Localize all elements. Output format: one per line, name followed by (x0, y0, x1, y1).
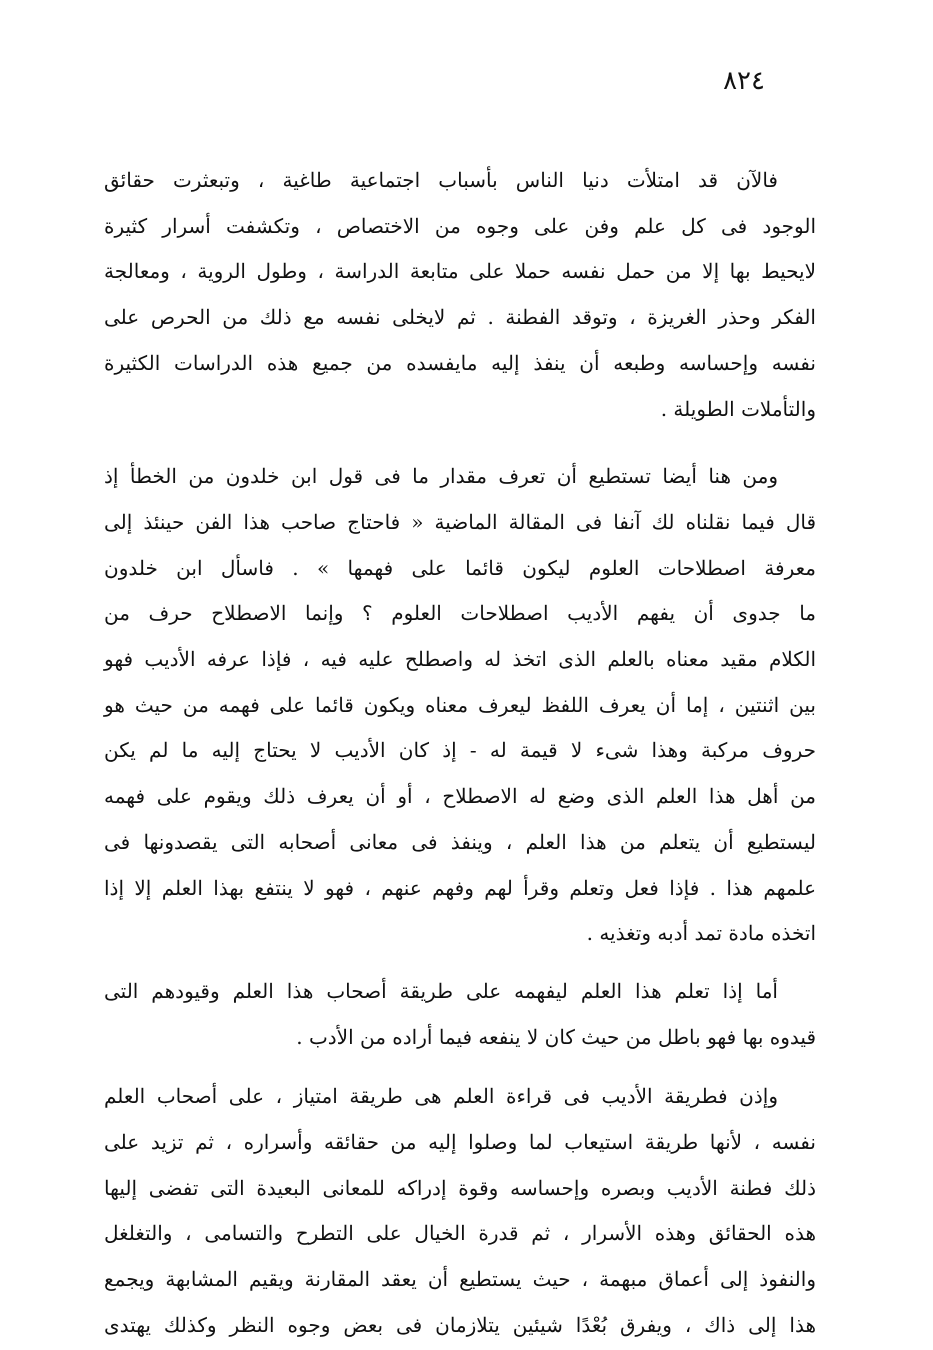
text-line: فالآن قد امتلأت دنيا الناس بأسباب اجتماعية طاغية ، وتبعثرت حقائق (104, 168, 778, 192)
paragraph-4 (104, 1074, 816, 1348)
text-line: قيدوه بها فهو باطل من حيث كان لا ينفعه فيما أراده من الأدب . (296, 1024, 816, 1049)
text-line: ومن هنا أيضا تستطيع أن تعرف مقدار ما فى قول ابن خلدون من الخطأ إذ (104, 464, 778, 489)
page-number: ٨٢٤ (723, 66, 765, 96)
text-line: هذا إلى ذاك ، ويفرق بُعْدًا شيئين يتلازمان فى بعض وجوه النظر وكذلك يهتدى (104, 1312, 816, 1337)
text-line: نفسه ، لأنها طريقة استيعاب لما وصلوا إليه من حقائقه وأسراره ، ثم تزيد على (104, 1130, 816, 1155)
text-line: والتأملات الطويلة . (660, 396, 816, 421)
text-line: اتخذه مادة تمد أدبه وتغذيه . (586, 921, 816, 946)
text-line: الفكر وحذر الغريزة ، وتوقد الفطنة . ثم لايخلى نفسه مع ذلك من الحرص على (104, 305, 816, 330)
text-line: حروف مركبة وهذا شىء لا قيمة له - إذ كان الأديب لا يحتاج إليه ما لم يكن (104, 738, 816, 763)
text-line: قال فيما نقلناه لك آنفا فى المقالة الماضية « فاحتاج صاحب هذا الفن حينئذ إلى (104, 509, 816, 534)
paragraph-1 (104, 158, 816, 432)
text-line: وإذن فطريقة الأديب فى قراءة العلم هى طريقة امتياز ، على أصحاب العلم (104, 1084, 778, 1109)
paragraph-3 (104, 969, 816, 1060)
text-line: والنفوذ إلى أعماق مبهمة ، حيث يستطيع أن يعقد المقارنة ويقيم المشابهة ويجمع (104, 1267, 816, 1292)
text-line: الوجود فى كل علم وفن على وجوه من الاختصاص ، وتكشفت أسرار كثيرة (104, 213, 816, 238)
text-line: الكلام مقيد معناه بالعلم الذى اتخذ له واصطلح عليه فيه ، فإذا عرفه الأديب فهو (104, 647, 816, 672)
text-line: لايحيط بها إلا من حمل نفسه حملا على متابعة الدراسة ، وطول الروية ، ومعالجة (104, 259, 816, 284)
text-line: علمهم هذا . فإذا فعل وتعلم وقرأ لهم وفهم عنهم ، فهو لا ينتفع بهذا العلم إلا إذا (104, 875, 817, 900)
text-line: بين اثنتين ، إما أن يعرف اللفظ ليعرف معناه ويكون قائما على فهمه من حيث هو (104, 692, 816, 717)
text-line: من أهل هذا العلم الذى وضع له الاصطلاح ، أو أن يعرف ذلك ويقوم على فهمه (104, 784, 817, 809)
text-line: أما إذا تعلم هذا العلم ليفهمه على طريقة أصحاب هذا العلم وقيودهم التى (104, 978, 778, 1003)
text-line: ما جدوى أن يفهم الأديب اصطلاحات العلوم ؟ وإنما الاصطلاح حرف من (104, 601, 816, 626)
body-text (104, 158, 816, 1349)
text-line: ليستطيع أن يتعلم من هذا العلم ، وينفذ فى معانى أصحابه التى يقصدونها فى (104, 829, 816, 854)
text-line: ذلك فطنة الأديب وبصره وإحساسه وقوة إدراكه للمعانى البعيدة التى تفضى إليها (104, 1175, 817, 1200)
text-line: معرفة اصطلاحات العلوم ليكون قائما على فهمها » . فاسأل ابن خلدون (104, 555, 816, 580)
paragraph-2 (104, 454, 816, 957)
text-line: نفسه وإحساسه وطبعه أن ينفذ إليه مايفسده من جميع هذه الدراسات الكثيرة (104, 350, 816, 375)
text-line: هذه الحقائق وهذه الأسرار ، ثم قدرة الخيال على التطرح والتسامى ، والتغلغل (104, 1221, 816, 1246)
